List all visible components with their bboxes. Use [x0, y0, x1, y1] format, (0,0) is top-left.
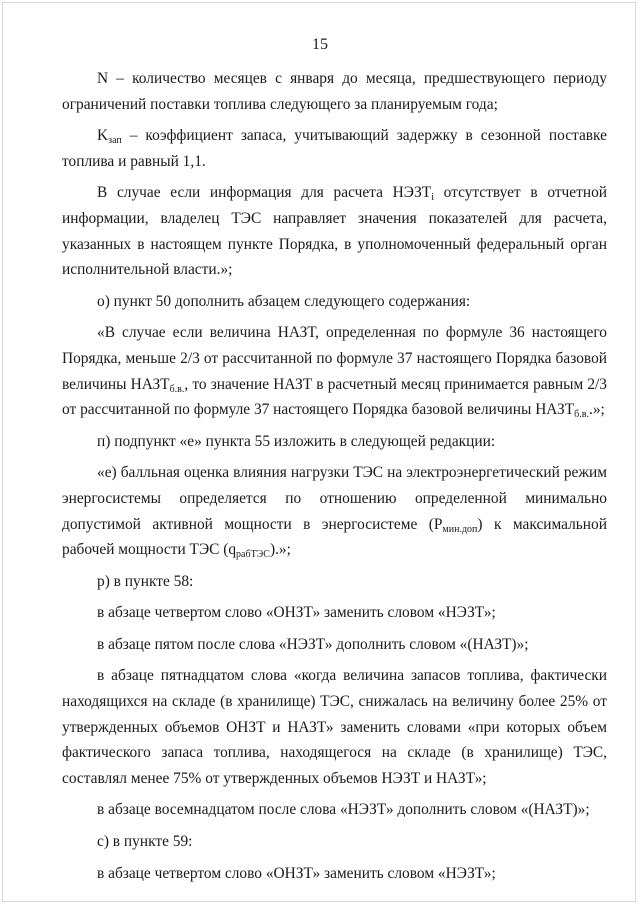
paragraph-item-s: с) в пункте 59:: [97, 833, 193, 851]
paragraph-item-o: о) пункт 50 дополнить абзацем следующего содержания:: [97, 292, 471, 310]
paragraph-kzap-definition: $K_{зап}$ – коэффициент запаса, учитывающий задержку в сезонной поставке топлива и равный 1,1.: [62, 127, 607, 170]
paragraph-nazt-quote: «В случае если величина НАЗТ, определенная по формуле 36 настоящего Порядка, меньше 2/3 от рассчитанной по формуле 37 настоящего Порядка базовой величины $НАЗТ_{б.в.}$, то значение НАЗТ в расчетный месяц принимается равным 2/3 от рассчитанной по формуле 37 настоящего Порядка базовой величины $НАЗТ_{б.в.}$.»;: [62, 324, 607, 421]
paragraph-score-quote: «е) балльная оценка влияния нагрузки ТЭС на электроэнергетический режим энергосистемы определяется по отношению определенной минимально допустимой активной мощности в энергосистеме $(P_{мин.доп})$ к максимальной рабочей мощности ТЭС $(q_{рабТЭС})$.»;: [62, 464, 607, 561]
page-number: 15: [312, 36, 328, 53]
paragraph-abzac-4-item-s: в абзаце четвертом слово «ОНЗТ» заменить словом «НЭЗТ»;: [97, 864, 496, 882]
document-body: [62, 66, 607, 892]
paragraph-abzac-4: в абзаце четвертом слово «ОНЗТ» заменить словом «НЭЗТ»;: [97, 604, 496, 622]
paragraph-item-p: п) подпункт «е» пункта 55 изложить в следующей редакции:: [97, 432, 496, 450]
paragraph-abzac-5: в абзаце пятом после слова «НЭЗТ» дополнить словом «(НАЗТ)»;: [97, 635, 529, 653]
paragraph-item-r: р) в пункте 58:: [97, 572, 194, 590]
paragraph-n-definition: N – количество месяцев с января до месяца, предшествующего периоду ограничений поставки топлива следующего за планируемым года;: [62, 70, 607, 113]
paragraph-abzac-18: в абзаце восемнадцатом после слова «НЭЗТ» дополнить словом «(НАЗТ)»;: [97, 801, 590, 819]
paragraph-abzac-15: в абзаце пятнадцатом слова «когда величина запасов топлива, фактически находящихся на складе (в хранилище) ТЭС, снижалась на величину более 25% от утвержденных объемов ОНЗТ и НАЗТ» заменить словами «при которых объем фактического запаса топлива, находящегося на складе (в хранилище) ТЭС, составлял менее 75% от утвержденных объемов НЭЗТ и НАЗТ»;: [62, 667, 607, 787]
paragraph-nezt-info: В случае если информация для расчета $НЭЗТ_i$ отсутствует в отчетной информации, владелец ТЭС направляет значения показателей для расчета, указанных в настоящем пункте Порядка, в уполномоченный федеральный орган исполнительной власти.»;: [62, 184, 608, 279]
